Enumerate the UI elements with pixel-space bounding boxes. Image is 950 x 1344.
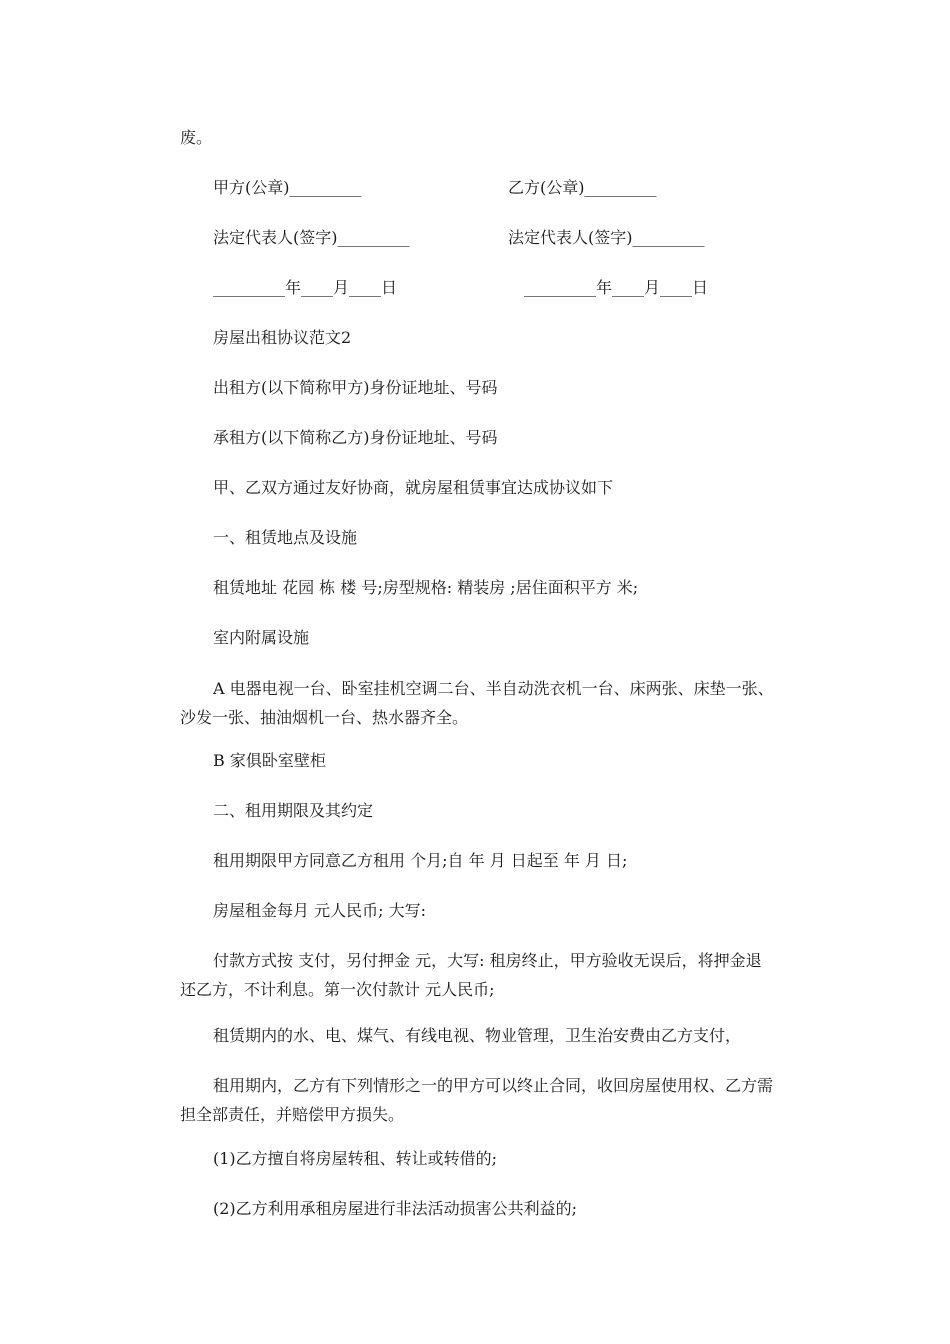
party-b-seal-line: 乙方(公章)_________ bbox=[508, 178, 657, 197]
party-a-representative-line: 法定代表人(签字)_________ bbox=[213, 228, 410, 247]
rent-line: 房屋租金每月 元人民币; 大写: bbox=[213, 901, 426, 920]
lessor-line: 出租方(以下简称甲方)身份证地址、号码 bbox=[213, 378, 498, 397]
section-1-heading: 一、租赁地点及设施 bbox=[213, 528, 358, 547]
party-b-representative-line: 法定代表人(签字)_________ bbox=[508, 228, 705, 247]
payment-paragraph: 付款方式按 支付，另付押金 元，大写: 租房终止，甲方验收无误后，将押金退还乙方，不计利息。第一次付款计 元人民币; bbox=[180, 951, 762, 999]
clause-item-1: (1)乙方擅自将房屋转租、转让或转借的; bbox=[213, 1149, 498, 1168]
term-line: 租用期限甲方同意乙方租用 个月;自 年 月 日起至 年 月 日; bbox=[213, 851, 628, 870]
utilities-line: 租赁期内的水、电、煤气、有线电视、物业管理，卫生治安费由乙方支付， bbox=[213, 1026, 742, 1045]
lessee-line: 承租方(以下简称乙方)身份证地址、号码 bbox=[213, 428, 498, 447]
termination-paragraph: 租用期内，乙方有下列情形之一的甲方可以终止合同，收回房屋使用权、乙方需担全部责任，并赔偿甲方损失。 bbox=[180, 1076, 774, 1124]
appliances-paragraph: A 电器电视一台、卧室挂机空调二台、半自动洗衣机一台、床两张、床垫一张、沙发一张、抽油烟机一台、热水器齐全。 bbox=[180, 679, 774, 727]
continuation-text: 废。 bbox=[180, 128, 213, 147]
clause-item-2: (2)乙方利用承租房屋进行非法活动损害公共利益的; bbox=[213, 1199, 578, 1218]
intro-line: 甲、乙双方通过友好协商，就房屋租赁事宜达成协议如下 bbox=[213, 478, 614, 497]
section-2-heading: 二、租用期限及其约定 bbox=[213, 801, 374, 820]
party-b-date-line: _________年____月____日 bbox=[524, 278, 709, 297]
party-a-date-line: _________年____月____日 bbox=[213, 278, 398, 297]
furniture-line: B 家俱卧室壁柜 bbox=[213, 751, 326, 770]
address-line: 租赁地址 花园 栋 楼 号;房型规格: 精装房 ;居住面积平方 米; bbox=[213, 578, 639, 597]
party-a-seal-line: 甲方(公章)_________ bbox=[213, 178, 362, 197]
section-heading: 房屋出租协议范文2 bbox=[213, 328, 352, 347]
fixtures-heading: 室内附属设施 bbox=[213, 628, 310, 647]
